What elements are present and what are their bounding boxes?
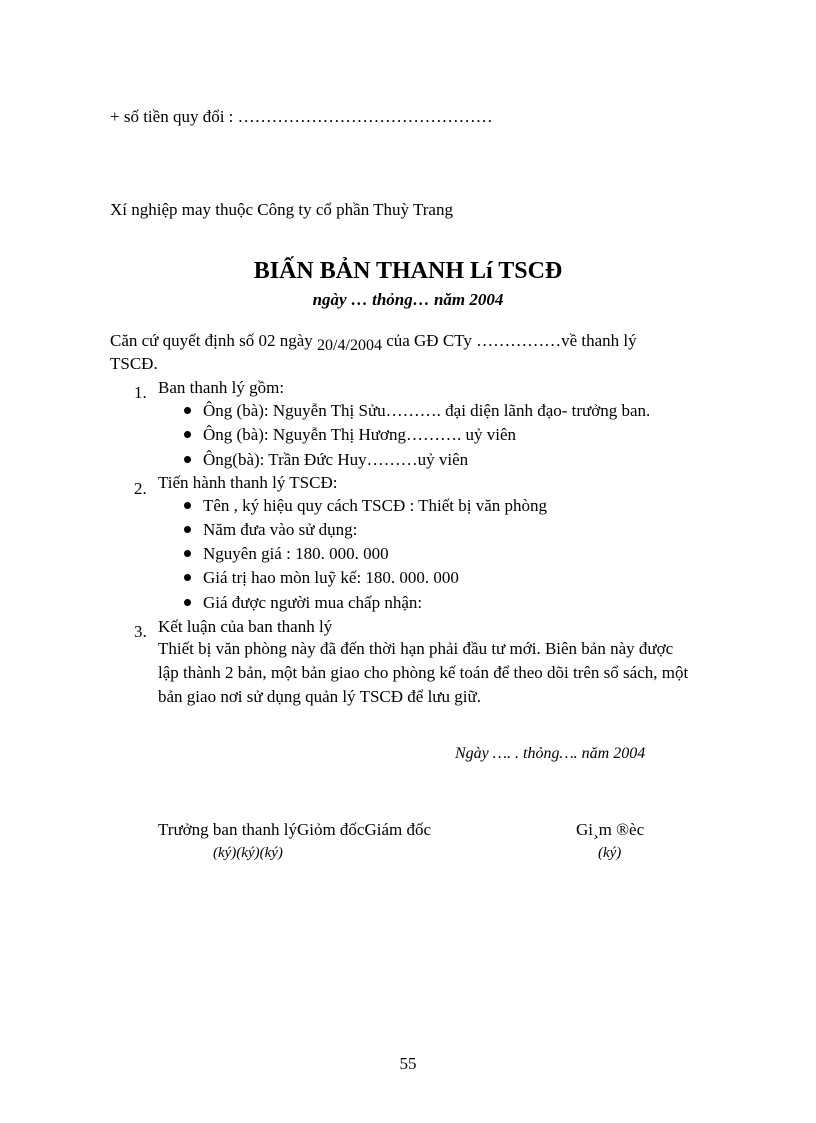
document-subtitle: ngày … thỏng… năm 2004 [312, 290, 504, 309]
signature-label-right: Gi¸m ®èc [576, 820, 645, 839]
list-item-text: Giá trị hao mòn luỹ kế: 180. 000. 000 [203, 568, 459, 587]
list-item-text: Giá được người mua chấp nhận: [203, 593, 423, 612]
bullet-icon [184, 526, 191, 533]
bullet-icon [184, 431, 191, 438]
list-item [184, 519, 357, 541]
conclusion-line: Thiết bị văn phòng này đã đến thời hạn phải đầu tư mới. Biên bản này được [158, 639, 674, 658]
bullet-icon [184, 550, 191, 557]
intro-text-1: Căn cứ quyết định số 02 ngày [110, 331, 318, 350]
intro-text-2: của GĐ CTy ……………về thanh lý [381, 331, 637, 350]
signature-labels-left: Trưởng ban thanh lýGiỏm đốcGiám đốc [158, 820, 432, 839]
signature-note-left: (ký)(ký)(ký) [213, 845, 283, 861]
decision-date: 20/4/2004 [317, 337, 382, 354]
conclusion-line: lập thành 2 bản, một bản giao cho phòng kế toán để theo dõi trên sổ sách, một [158, 663, 689, 682]
list-item [184, 495, 547, 517]
list-item [184, 400, 650, 422]
list-item-text: Năm đưa vào sử dụng: [203, 520, 358, 539]
section-number: 2. [134, 479, 147, 498]
list-item [184, 592, 422, 614]
bullet-icon [184, 456, 191, 463]
bullet-icon [184, 574, 191, 581]
bullet-icon [184, 407, 191, 414]
list-item-text: Nguyên giá : 180. 000. 000 [203, 544, 389, 563]
signature-note-right: (ký) [598, 845, 622, 861]
section-number: 1. [134, 383, 147, 402]
document-title: BIẤN BẢN THANH Lí TSCĐ [253, 258, 563, 284]
intro-line [110, 330, 637, 353]
list-item [184, 424, 516, 446]
bullet-icon [184, 599, 191, 606]
section-heading: Kết luận của ban thanh lý [158, 617, 333, 636]
signing-date: Ngày …. . thỏng…. năm 2004 [455, 745, 646, 762]
conclusion-line: bản giao nơi sử dụng quản lý TSCĐ để lưu giữ. [158, 687, 481, 706]
section-number: 3. [134, 622, 147, 641]
list-item-text: Tên , ký hiệu quy cách TSCĐ : Thiết bị văn phòng [203, 496, 548, 515]
section-heading: Ban thanh lý gồm: [158, 378, 285, 397]
page-number: 55 [399, 1054, 417, 1073]
list-item [184, 449, 468, 471]
section-heading: Tiến hành thanh lý TSCĐ: [158, 473, 338, 492]
list-item-text: Ông (bà): Nguyễn Thị Sửu………. đại diện lãnh đạo- trưởng ban. [203, 401, 651, 420]
list-item-text: Ông (bà): Nguyễn Thị Hương………. uỷ viên [203, 425, 516, 444]
company-name: Xí nghiệp may thuộc Công ty cổ phần Thuỳ Trang [110, 200, 453, 219]
list-item [184, 543, 389, 565]
list-item-text: Ông(bà): Trần Đức Huy………uỷ viên [203, 450, 469, 469]
exchange-amount-line: + số tiền quy đổi : ……………………………………… [110, 107, 493, 126]
list-item [184, 567, 459, 589]
intro-line-2: TSCĐ. [110, 354, 158, 373]
bullet-icon [184, 502, 191, 509]
